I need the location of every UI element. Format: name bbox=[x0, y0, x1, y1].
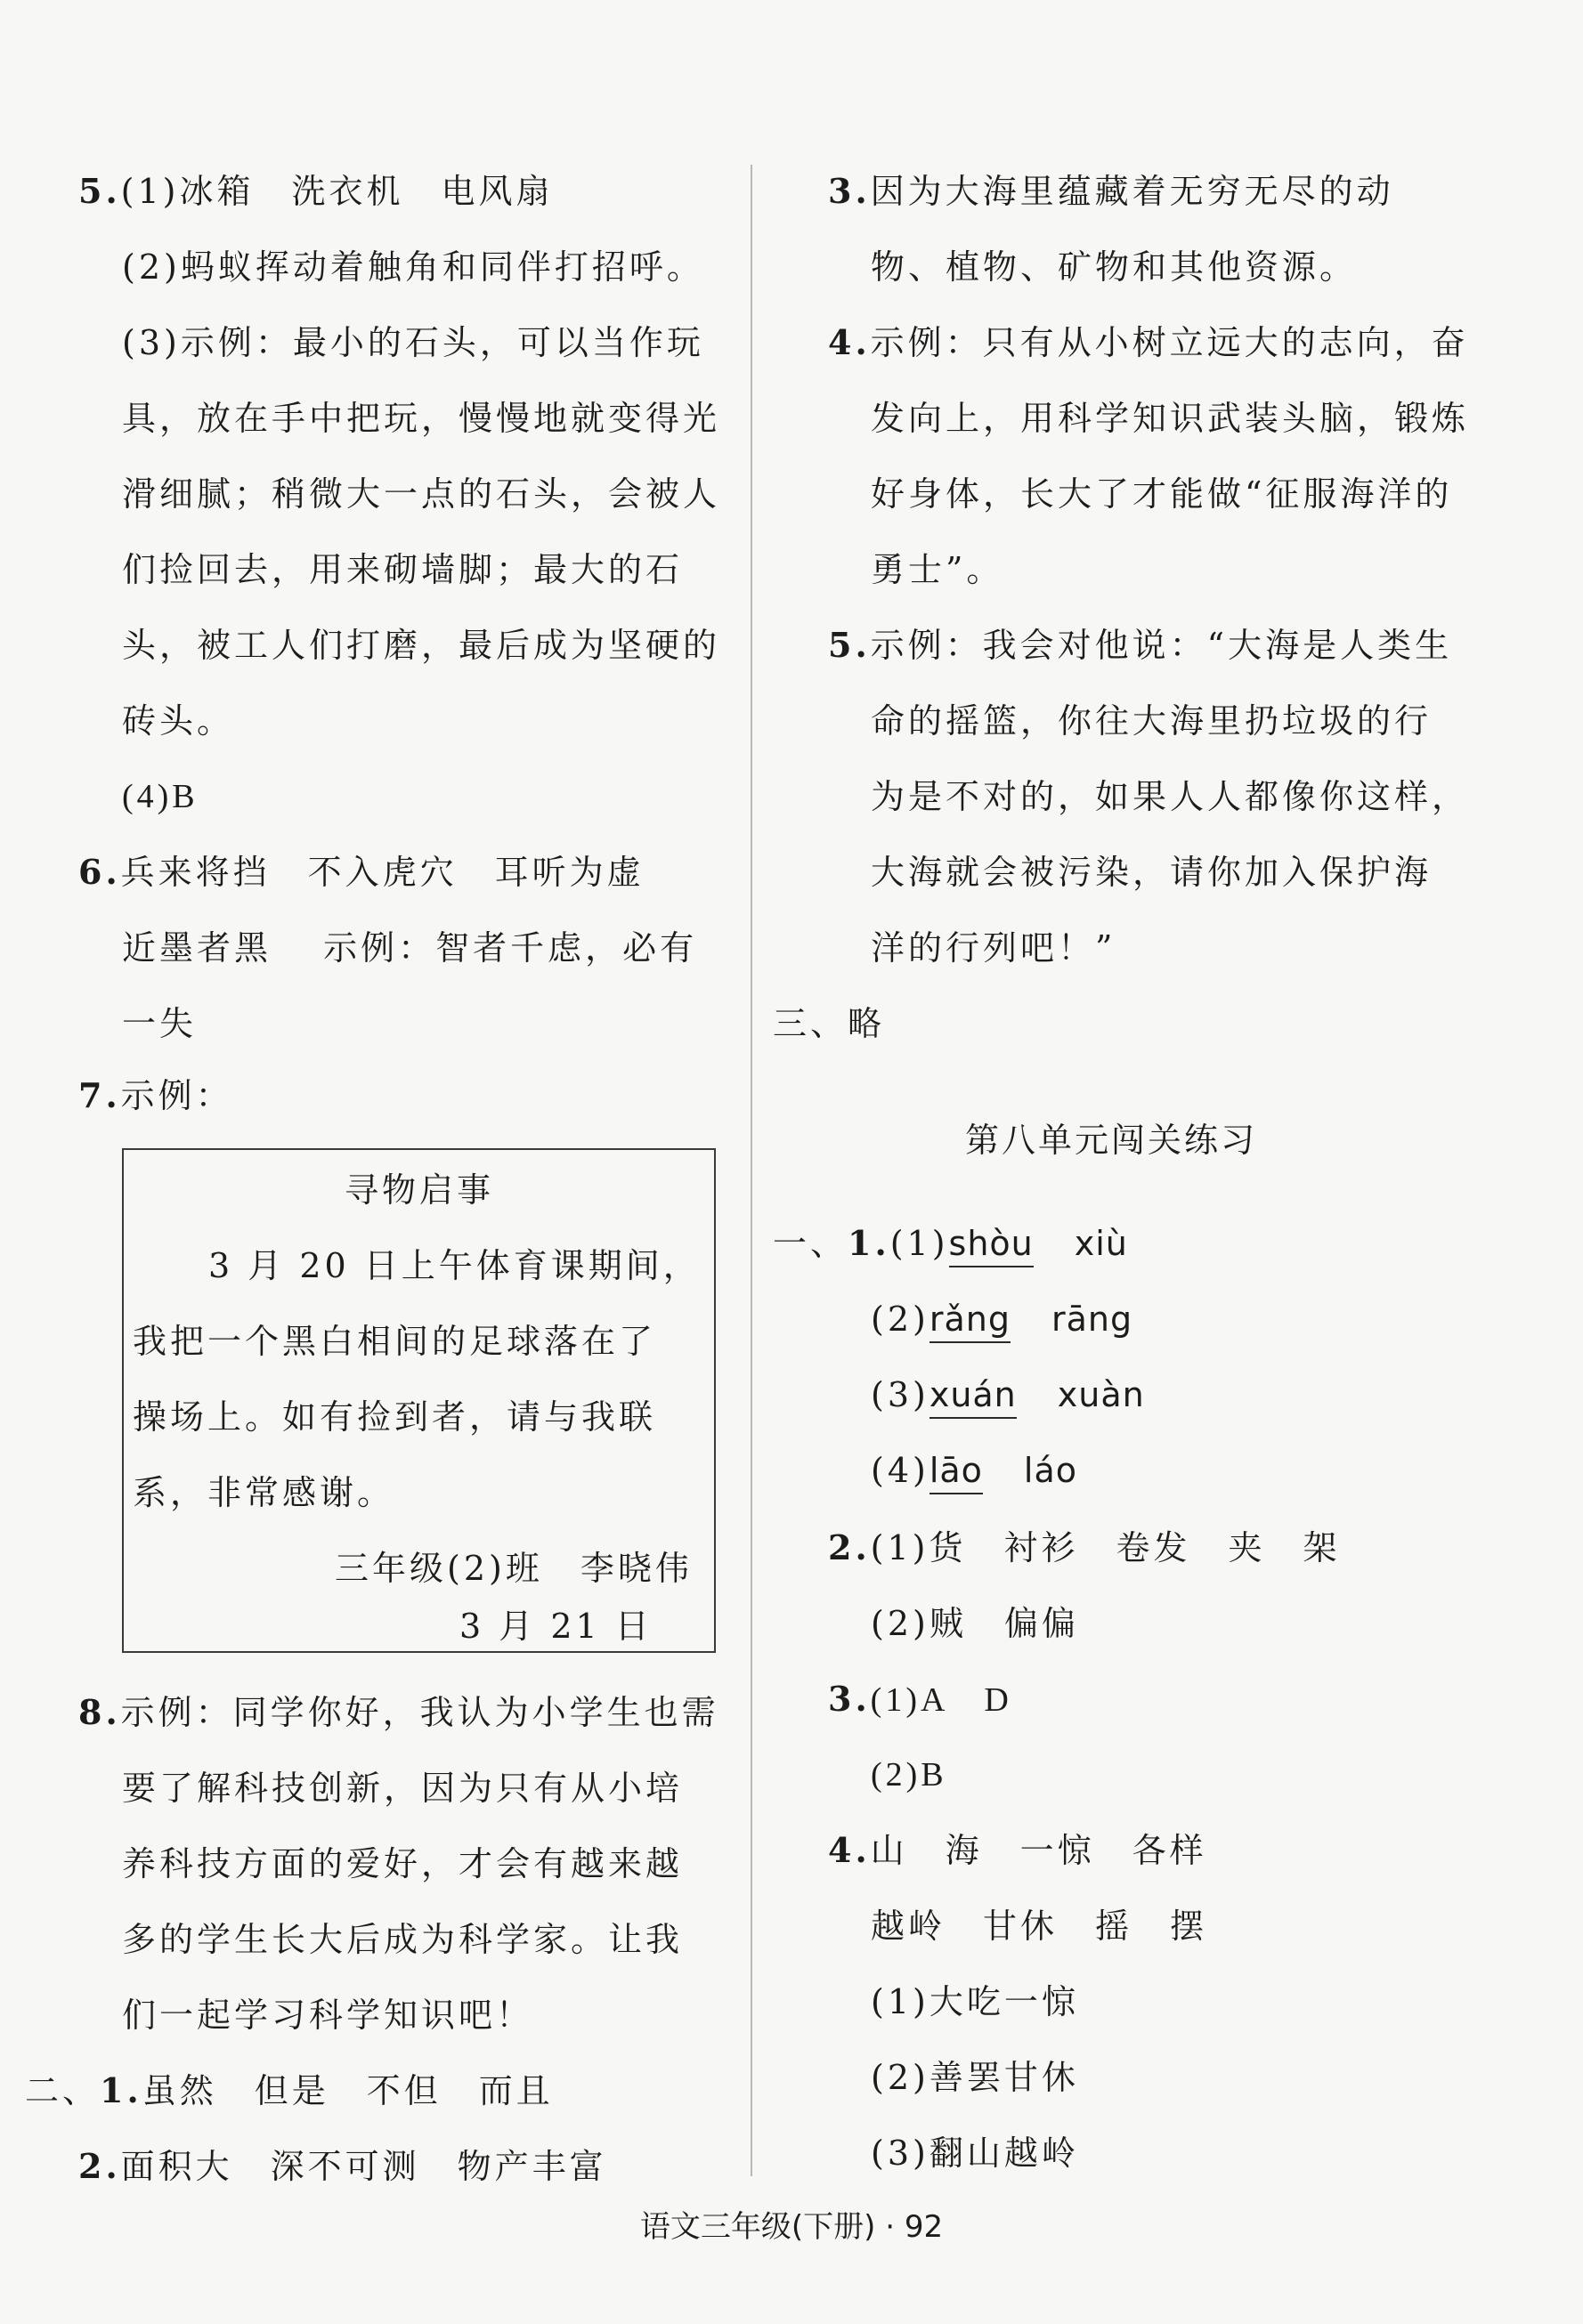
notice-body-line: 我把一个黑白相间的足球落在了 bbox=[133, 1322, 657, 1361]
unit8-answer-1-4 bbox=[871, 1451, 1078, 1494]
pinyin: rāng bbox=[1051, 1300, 1133, 1339]
unit8-answer-2 bbox=[828, 1527, 1341, 1567]
answer-text: 面积大 深不可测 物产丰富 bbox=[120, 2147, 607, 2186]
answer-text: 示例： bbox=[120, 1076, 233, 1115]
pinyin-underlined: lāo bbox=[930, 1454, 983, 1494]
unit8-answer-1-1 bbox=[773, 1223, 1128, 1267]
question-number: 3. bbox=[828, 1679, 871, 1719]
pinyin-underlined: shòu bbox=[949, 1227, 1034, 1267]
unit8-answer-4 bbox=[828, 1830, 1207, 1870]
answer-text: 养科技方面的爱好，才会有越来越 bbox=[122, 1844, 684, 1883]
unit8-answer-1-2 bbox=[871, 1302, 1132, 1343]
section-label: 二、 bbox=[25, 2071, 101, 2110]
question-number: 5. bbox=[828, 625, 871, 665]
notice-body-line: 系，非常感谢。 bbox=[133, 1473, 395, 1512]
answer-text: 具，放在手中把玩，慢慢地就变得光 bbox=[122, 399, 721, 438]
answer-text: 们捡回去，用来砌墙脚；最大的石 bbox=[122, 550, 684, 589]
answer-text: 好身体，长大了才能做“征服海洋的 bbox=[871, 474, 1453, 514]
answer-text: 为是不对的，如果人人都像你这样， bbox=[871, 777, 1470, 816]
item-number: (1) bbox=[889, 1224, 949, 1263]
question-number: 4. bbox=[828, 322, 871, 362]
notice-title: 寻物启事 bbox=[345, 1170, 495, 1210]
answer-text: 头，被工人们打磨，最后成为坚硬的 bbox=[122, 626, 721, 665]
unit-heading: 第八单元闯关练习 bbox=[965, 1121, 1258, 1160]
notice-body-line: 操场上。如有捡到者，请与我联 bbox=[133, 1397, 657, 1437]
answer-text: (2)蚂蚁挥动着触角和同伴打招呼。 bbox=[122, 247, 704, 287]
item-number: (3) bbox=[871, 1375, 930, 1414]
answer-text: (3)翻山越岭 bbox=[871, 2134, 1079, 2173]
answer-text: 虽然 但是 不但 而且 bbox=[142, 2071, 554, 2110]
item-number: (4) bbox=[871, 1451, 930, 1490]
answer-text: 近墨者黑 示例：智者千虑，必有 bbox=[122, 928, 698, 968]
answer-text: 砖头。 bbox=[122, 701, 235, 741]
answer-text: (1)冰箱 洗衣机 电风扇 bbox=[120, 172, 554, 211]
answer-text: (1)货 衬衫 卷发 夹 架 bbox=[870, 1528, 1341, 1567]
pinyin-underlined: xuán bbox=[930, 1378, 1017, 1419]
answer-text: (1)A D bbox=[870, 1681, 1012, 1719]
answer-8 bbox=[78, 1692, 719, 1732]
answer-text: (2)贼 偏偏 bbox=[871, 1604, 1079, 1643]
question-number: 2. bbox=[78, 2146, 121, 2186]
item-number: (2) bbox=[871, 1300, 930, 1339]
question-number: 3. bbox=[828, 171, 871, 211]
answer-text: 洋的行列吧！” bbox=[871, 928, 1116, 968]
notice-signature: 三年级(2)班 李晓伟 bbox=[335, 1549, 693, 1588]
answer-text: (2)B bbox=[871, 1756, 947, 1794]
pinyin: láo bbox=[1023, 1451, 1078, 1490]
answer-text: 多的学生长大后成为科学家。让我 bbox=[122, 1920, 684, 1959]
question-number: 1. bbox=[100, 2070, 142, 2110]
answer-6 bbox=[78, 852, 645, 892]
unit8-answer-1-3 bbox=[871, 1375, 1145, 1419]
answer-text: 要了解科技创新，因为只有从小培 bbox=[122, 1769, 684, 1808]
answer-7 bbox=[78, 1075, 233, 1115]
answer-text: 山 海 一惊 各样 bbox=[870, 1831, 1207, 1870]
answer-text: 命的摇篮，你往大海里扔垃圾的行 bbox=[871, 701, 1433, 741]
answer-3 bbox=[828, 171, 1394, 211]
notice-body-line: 3 月 20 日上午体育课期间， bbox=[208, 1246, 701, 1285]
answer-text: 示例：我会对他说：“大海是人类生 bbox=[870, 626, 1453, 665]
answer-text: 越岭 甘休 摇 摆 bbox=[871, 1907, 1208, 1946]
answer-text: 物、植物、矿物和其他资源。 bbox=[871, 247, 1358, 287]
question-number: 7. bbox=[78, 1075, 121, 1115]
column-divider bbox=[751, 165, 752, 2176]
answer-text: 们一起学习科学知识吧！ bbox=[122, 1996, 534, 2035]
question-number: 8. bbox=[78, 1692, 121, 1732]
part-2-answer-1 bbox=[25, 2070, 554, 2110]
answer-5 bbox=[78, 171, 554, 211]
answer-5-right bbox=[828, 625, 1453, 665]
section-label: 一、 bbox=[773, 1224, 848, 1263]
answer-text: 滑细腻；稍微大一点的石头，会被人 bbox=[122, 474, 721, 514]
answer-text: (4)B bbox=[122, 778, 199, 815]
question-number: 5. bbox=[78, 171, 121, 211]
pinyin: xiù bbox=[1074, 1224, 1128, 1263]
unit8-answer-3 bbox=[828, 1679, 1012, 1719]
answer-4 bbox=[828, 322, 1469, 362]
pinyin-underlined: rǎng bbox=[930, 1302, 1011, 1343]
notice-date: 3 月 21 日 bbox=[459, 1607, 653, 1646]
page-footer: 语文三年级(下册) · 92 bbox=[639, 2209, 944, 2245]
answer-text: 示例：只有从小树立远大的志向，奋 bbox=[870, 323, 1469, 362]
answer-text: 示例：同学你好，我认为小学生也需 bbox=[120, 1693, 719, 1732]
question-number: 2. bbox=[828, 1527, 871, 1567]
lost-item-notice-box bbox=[122, 1148, 716, 1653]
answer-text: 因为大海里蕴藏着无穷无尽的动 bbox=[870, 172, 1394, 211]
part-2-answer-2 bbox=[78, 2146, 607, 2186]
answer-text: 一失 bbox=[122, 1004, 198, 1043]
question-number: 6. bbox=[78, 852, 121, 892]
answer-text: 发向上，用科学知识武装头脑，锻炼 bbox=[871, 399, 1470, 438]
answer-text: (2)善罢甘休 bbox=[871, 2058, 1079, 2097]
part-3-answer: 三、略 bbox=[773, 1004, 886, 1043]
answer-text: 勇士”。 bbox=[871, 550, 1004, 589]
question-number: 1. bbox=[848, 1223, 890, 1263]
answer-text: (1)大吃一惊 bbox=[871, 1982, 1079, 2021]
pinyin: xuàn bbox=[1057, 1375, 1145, 1414]
answer-text: (3)示例：最小的石头，可以当作玩 bbox=[122, 323, 704, 362]
answer-text: 大海就会被污染，请你加入保护海 bbox=[871, 853, 1433, 892]
answer-text: 兵来将挡 不入虎穴 耳听为虚 bbox=[120, 853, 645, 892]
question-number: 4. bbox=[828, 1830, 871, 1870]
